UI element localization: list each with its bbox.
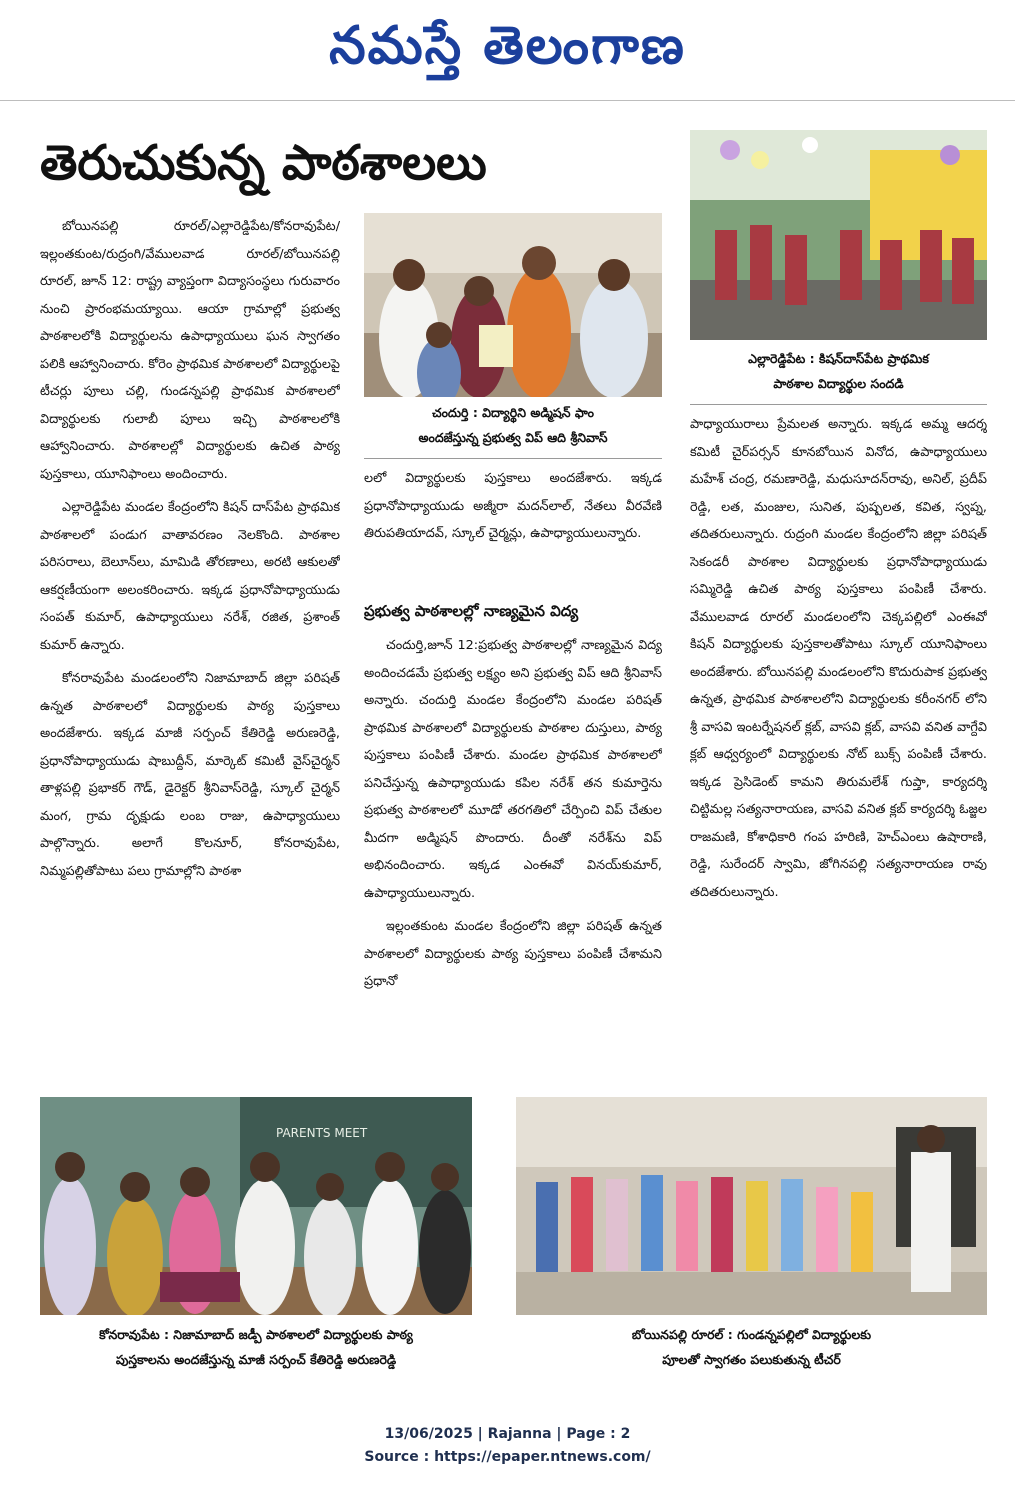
photo-kishandaspet-caption (690, 346, 987, 398)
board-text: PARENTS MEET (276, 1126, 368, 1140)
caption-divider (690, 404, 987, 405)
photo-admission-form (364, 213, 662, 397)
photo-gundannapalli-welcome-image (516, 1097, 987, 1315)
article-paragraph: ఎల్లారెడ్డిపేట మండల కేంద్రంలోని కిషన్ దాస్‌పేట ప్రాథమిక పాఠశాలలో పండుగ వాతావరణం నెలకొంది. పాఠశాల పరిసరాలు, బెలూన్‌లు, మామిడి తోరణాలు, అరటి ఆకులతో ఆకర్షణీయంగా అలంకరించారు. ఇక్కడ ప్రధానోపాధ్యాయుడు సంపత్ కుమార్, ఉపాధ్యాయులు నరేశ్, రజిత, ప్రశాంత్ కుమార్ ఉన్నారు. (40, 500, 340, 653)
caption-line: పాఠశాల విద్యార్థుల సందడి (773, 376, 904, 391)
article-paragraph: చందుర్తి,జూన్ 12:ప్రభుత్వ పాఠశాలల్లో నాణ్యమైన విద్య అందించడమే ప్రభుత్వ లక్ష్యం అని ప్రభుత్వ విప్ ఆది శ్రీనివాస్ అన్నారు. చందుర్తి మండల కేంద్రంలోని మండల పరిషత్ ప్రాథమిక పాఠశాలలో విద్యార్థులకు పాఠశాల దుస్తులు, పాఠ్య పుస్తకాలు పంపిణీ చేశారు. మండల ప్రాథమిక పాఠశాలలో పనిచేస్తున్న ఉపాధ్యాయుడు కపిల నరేశ్ తన కుమార్తెను ప్రభుత్వ పాఠశాలలో మూడో తరగతిలో చేర్పించి విప్ చేతుల మీదగా అడ్మిషన్ పొందారు. దీంతో నరేశ్‌ను విప్ అభినందించారు. ఇక్కడ ఎంఈవో వినయ్‌కుమార్, ఉపాధ్యాయులున్నారు. (364, 638, 662, 901)
caption-line: కోనరావుపేట : నిజామాబాద్ జడ్పీ పాఠశాలలో విద్యార్థులకు పాఠ్య (99, 1327, 413, 1342)
caption-line: ఎల్లారెడ్డిపేట : కిషన్‌దాస్‌పేట ప్రాథమిక (748, 351, 929, 366)
article-column-2 (364, 632, 662, 1092)
caption-divider (364, 458, 662, 459)
article-paragraph: బోయినపల్లి రూరల్/ఎల్లారెడ్డిపేట/కోనరావుపేట/ఇల్లంతకుంట/రుద్రంగి/వేములవాడ రూరల్/బోయినపల్లి రూరల్, జూన్ 12: రాష్ట్ర వ్యాప్తంగా విద్యాసంస్థలు గురువారం నుంచి ప్రారంభమయ్యాయి. ఆయా గ్రామాల్లో ప్రభుత్వ పాఠశాలలోకి విద్యార్థులను ఉపాధ్యాయులు ఘన స్వాగతం పలికి ఆహ్వానించారు. కోరెం ప్రాథమిక పాఠశాలలో విద్యార్థులపై టీచర్లు పూలు చల్లి, గుండన్నపల్లి ప్రాథమిక పాఠశాలలో విద్యార్థులకు గులాబీ పూలు ఇచ్చి పాఠశాలలోకి ఆహ్వానించారు. పాఠశాలల్లో విద్యార్థులకు ఉచిత పాఠ్య పుస్తకాలు, యూనిఫాంలు అందించారు. (40, 219, 340, 482)
caption-line: చందుర్తి : విద్యార్థిని అడ్మిషన్ ఫాం (432, 405, 594, 420)
article-column-2-top (364, 465, 662, 590)
article-column-1 (40, 213, 340, 1093)
caption-line: పుస్తకాలను అందజేస్తున్న మాజీ సర్పంచ్ కేతిరెడ్డి అరుణరెడ్డి (115, 1352, 397, 1367)
article-paragraph: లలో విద్యార్థులకు పుస్తకాలు అందజేశారు. ఇక్కడ ప్రధానోపాధ్యాయుడు అజ్మీరా మదన్‌లాల్, నేతలు వీరవేణి తిరుపతియాదవ్, స్కూల్ చైర్మన్లు, ఉపాధ్యాయులున్నారు. (364, 471, 662, 541)
photo-admission-form-caption (364, 400, 662, 452)
photo-admission-form-image (364, 213, 662, 397)
subheadline: ప్రభుత్వ పాఠశాలల్లో నాణ్యమైన విద్య (364, 602, 579, 620)
photo-konaraopet-caption (40, 1322, 472, 1376)
article-paragraph: పాధ్యాయురాలు ప్రేమలత అన్నారు. ఇక్కడ అమ్మ ఆదర్శ కమిటీ చైర్‌పర్సన్ కూనబోయిన వినోద, ఉపాధ్యాయులు మహేశ్ చంద్ర, రమణారెడ్డి, మధుసూదన్‌రావు, అనిల్, ప్రదీప్ రెడ్డి, లత, మంజుల, సునిత, పుష్పలత, కవిత, స్వప్న, తదితరులున్నారు. రుద్రంగి మండల కేంద్రంలోని జిల్లా పరిషత్ సెకండరీ పాఠశాల విద్యార్థులకు ప్రధానోపాధ్యాయుడు సమ్మిరెడ్డి ఉచిత పాఠ్య పుస్తకాలు పంపిణీ చేశారు. వేములవాడ రూరల్ మండలంలోని చెక్కపల్లిలో ఎంఈవో కిషన్ విద్యార్థులకు పుస్తకాలతోపాటు స్కూల్ యూనిఫాంలు అందజేశారు. బోయినపల్లి మండలంలోని కొదురుపాక ప్రభుత్వ ఉన్నత, ప్రాథమిక పాఠశాలలోని విద్యార్థులకు కరీంనగర్ లోని శ్రీ వాసవి ఇంటర్నేషనల్ క్లబ్, వాసవి క్లబ్, వాసవి వనిత వాగ్దేవి క్లబ్ ఆధ్వర్యంలో విద్యార్థులకు నోట్ బుక్స్ పంపిణీ చేశారు. ఇక్కడ ప్రెసిడెంట్ కామని తిరుమలేశ్ గుప్తా, కార్యదర్శి చిట్టిమల్ల సత్యనారాయణ, వాసవి వనిత క్లబ్ కార్యదర్శి ఓజ్జల రాజమణి, కోశాధికారి గంప హరిణి, హెచ్‌ఎంలు ఉషారాణి, రెడ్డి, సురేందర్ స్వామి, జోగినపల్లి సత్యనారాయణ రావు తదితరులున్నారు. (690, 417, 987, 900)
photo-gundannapalli-caption (516, 1322, 987, 1376)
caption-line: పూలతో స్వాగతం పలుకుతున్న టీచర్ (662, 1352, 841, 1367)
photo-gundannapalli-welcome (516, 1097, 987, 1315)
article-paragraph: కోనరావుపేట మండలంలోని నిజామాబాద్ జిల్లా పరిషత్ ఉన్నత పాఠశాలలో విద్యార్థులకు పాఠ్య పుస్తకాలు అందజేశారు. ఇక్కడ మాజీ సర్పంచ్ కేతిరెడ్డి అరుణరెడ్డి, ప్రధానోపాధ్యాయుడు షాబుద్దీన్, మార్కెట్ కమిటీ వైస్‌చైర్మన్ తాళ్లపల్లి ప్రభాకర్ గౌడ్, డైరెక్టర్ శ్రీనివాస్‌రెడ్డి, స్కూల్ చైర్మన్ మంగ, గ్రామ దృక్షుడు లంబ రాజు, ఉపాధ్యాయులు పాల్గొన్నారు. అలాగే కొలనూర్, కోనరావుపేట, నిమ్మపల్లితోపాటు పలు గ్రామాల్లోని పాఠశా (40, 671, 340, 879)
caption-line: బోయినపల్లి రూరల్ : గుండన్నపల్లిలో విద్యార్థులకు (631, 1327, 872, 1342)
masthead-divider (0, 100, 1015, 101)
article-column-3 (690, 411, 987, 1092)
photo-konaraopet-books (40, 1097, 472, 1315)
caption-line: అందజేస్తున్న ప్రభుత్వ విప్ ఆది శ్రీనివాస్ (418, 430, 608, 445)
photo-kishandaspet-students (690, 130, 987, 340)
photo-konaraopet-books-image (40, 1097, 472, 1315)
masthead-title: నమస్తే తెలంగాణ (329, 15, 686, 76)
photo-kishandaspet-students-image (690, 130, 987, 340)
footer-date-line: 13/06/2025 | Rajanna | Page : 2 (384, 1426, 631, 1442)
article-paragraph: ఇల్లంతకుంట మండల కేంద్రంలోని జిల్లా పరిషత్ ఉన్నత పాఠశాలలో విద్యార్థులకు పాఠ్య పుస్తకాలు పంపిణీ చేశామని ప్రధానో (364, 919, 662, 989)
headline: తెరుచుకున్న పాఠశాలలు (40, 135, 487, 191)
footer-source-link[interactable]: Source : https://epaper.ntnews.com/ (364, 1449, 651, 1465)
